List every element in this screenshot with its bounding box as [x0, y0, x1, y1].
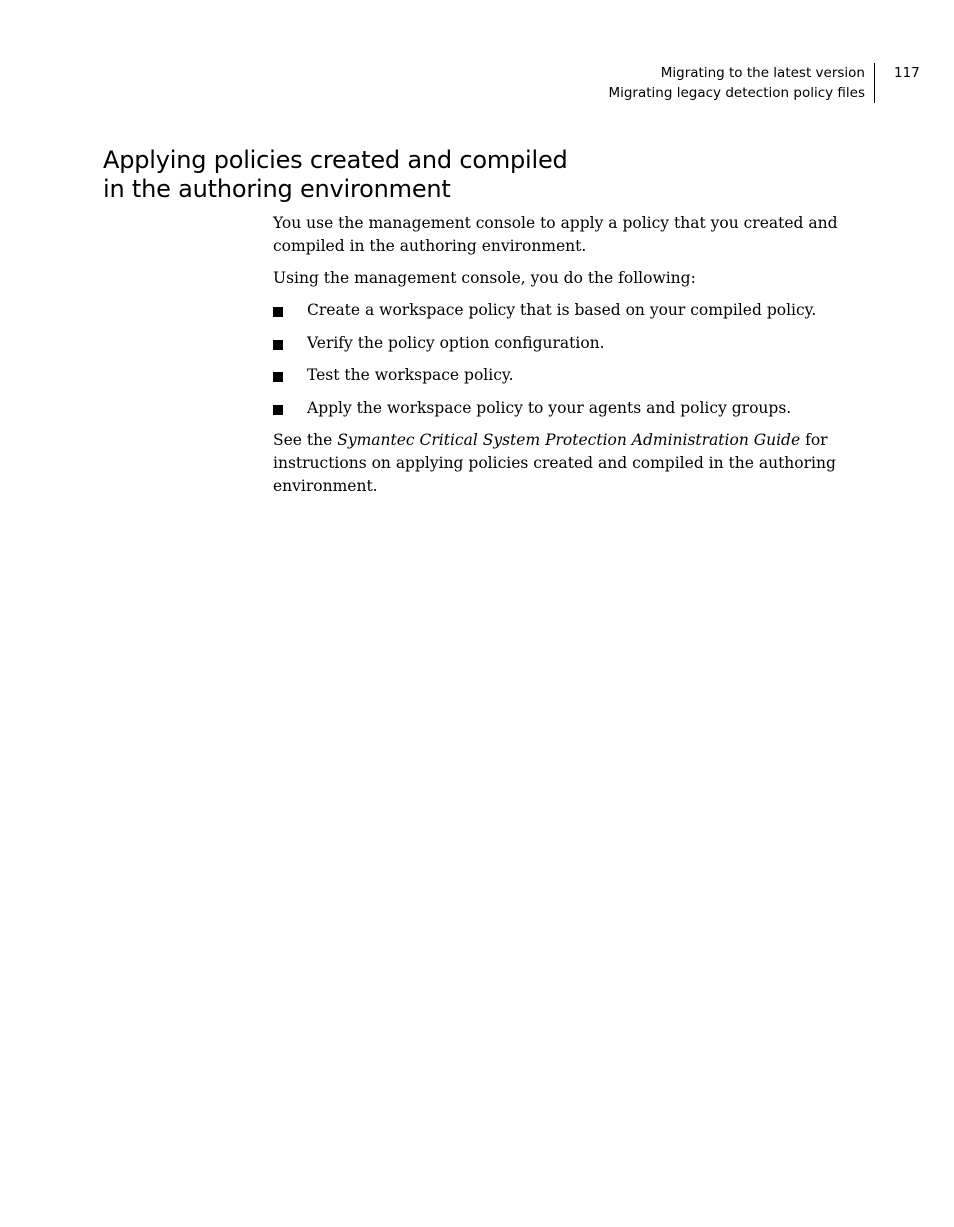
- list-item-text: Create a workspace policy that is based on your compiled policy.: [307, 301, 817, 319]
- square-bullet-icon: [273, 307, 283, 317]
- list-item-text: Verify the policy option configuration.: [307, 333, 605, 352]
- list-item: [273, 364, 853, 387]
- see-also-prefix: See the: [273, 431, 338, 449]
- section-heading: [103, 146, 623, 204]
- list-item: [273, 397, 853, 420]
- list-item: [273, 332, 853, 355]
- lead-paragraph: Using the management console, you do the following:: [273, 269, 696, 287]
- see-also-paragraph: [273, 429, 853, 498]
- guide-title: Symantec Critical System Protection Administration Guide: [337, 431, 801, 449]
- section-heading-line-2: in the authoring environment: [103, 175, 451, 203]
- running-header-chapter: Migrating to the latest version: [660, 65, 865, 81]
- list-item-text: Test the workspace policy.: [307, 366, 514, 384]
- section-heading-line-1: Applying policies created and compiled: [103, 146, 568, 174]
- square-bullet-icon: [273, 372, 283, 382]
- list-item-text: Apply the workspace policy to your agents and policy groups.: [307, 398, 792, 417]
- running-header: [565, 63, 875, 103]
- task-list: [273, 299, 853, 420]
- intro-paragraph: You use the management console to apply a policy that you created and compiled in the authoring environment.: [273, 214, 838, 255]
- see-also-suffix: for instructions on applying policies created and compiled in the authoring environment.: [273, 431, 836, 495]
- square-bullet-icon: [273, 340, 283, 350]
- list-item: [273, 299, 853, 322]
- square-bullet-icon: [273, 405, 283, 415]
- running-header-section: Migrating legacy detection policy files: [608, 85, 865, 101]
- body-text: [273, 212, 853, 507]
- page-number: 117: [894, 65, 920, 81]
